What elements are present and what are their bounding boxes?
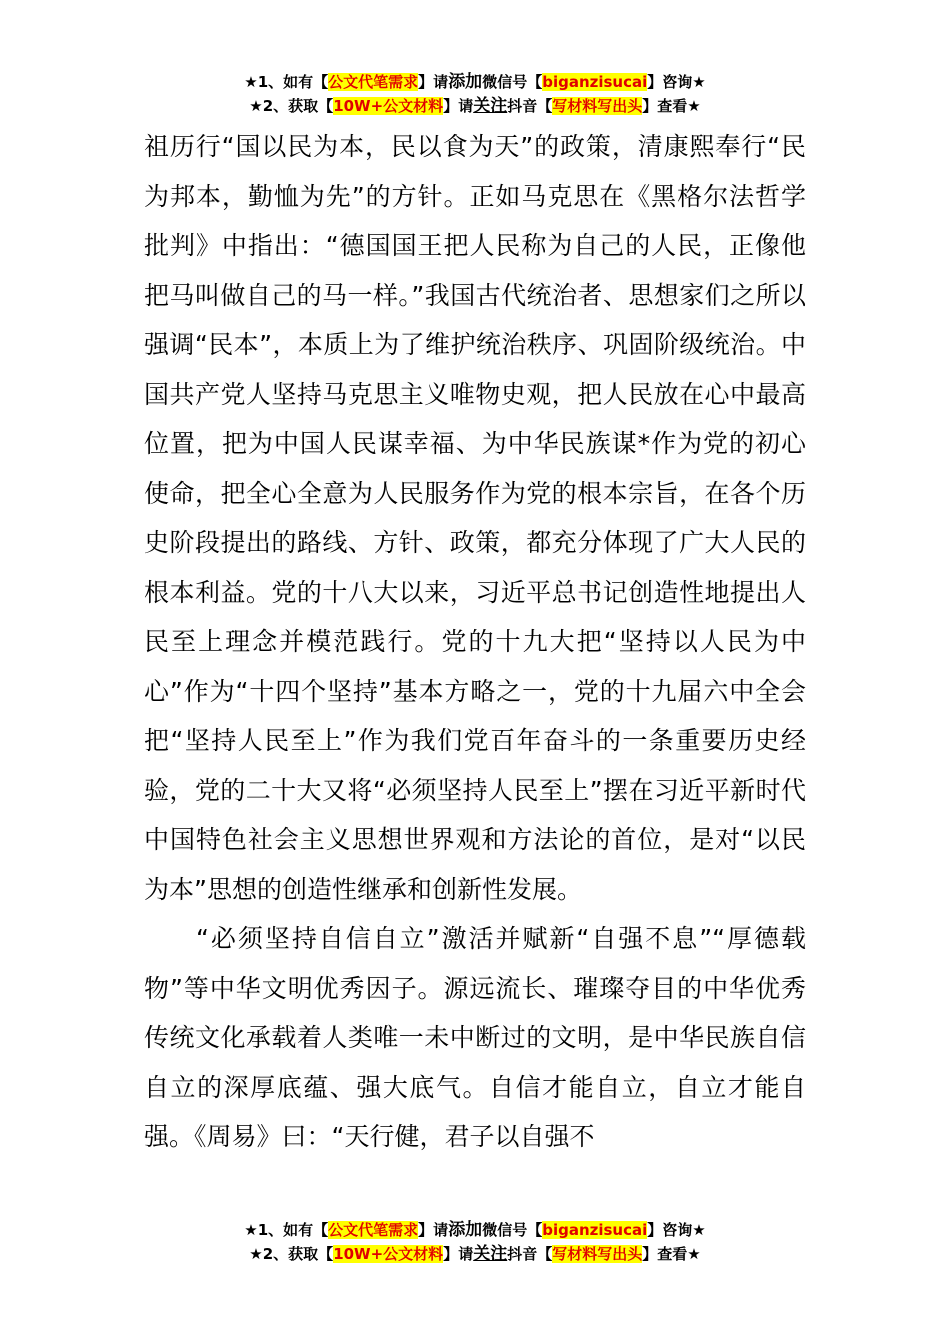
banner-text: 】咨询★ [647,1221,706,1239]
banner-text: 】请 [443,1245,474,1263]
highlight-tag: 公文代笔需求 [328,1221,419,1239]
banner-emphasis: 添加 [448,72,483,92]
highlight-tag: 10W+公文材料 [333,97,444,115]
document-body [144,122,806,1162]
banner-text: ★2、获取【 [249,97,334,115]
banner-text: ★1、如有【 [244,73,329,91]
banner-text: 】请 [418,73,449,91]
paragraph: 祖历行“国以民为本，民以食为天”的政策，清康熙奉行“民为邦本，勤恤为先”的方针。正如马克思在《黑格尔法哲学批判》中指出：“德国国王把人民称为自己的人民，正像他把马叫做自己的马一样。”我国古代统治者、思想家们之所以强调“民本”，本质上为了维护统治秩序、巩固阶级统治。中国共产党人坚持马克思主义唯物史观，把人民放在心中最高位置，把为中国人民谋幸福、为中华民族谋*作为党的初心使命，把全心全意为人民服务作为党的根本宗旨，在各个历史阶段提出的路线、方针、政策，都充分体现了广大人民的根本利益。党的十八大以来，习近平总书记创造性地提出人民至上理念并模范践行。党的十九大把“坚持以人民为中心”作为“十四个坚持”基本方略之一，党的十九届六中全会把“坚持人民至上”作为我们党百年奋斗的一条重要历史经验，党的二十大又将“必须坚持人民至上”摆在习近平新时代中国特色社会主义思想世界观和方法论的首位，是对“以民为本”思想的创造性继承和创新性发展。 [144,132,806,904]
banner-emphasis: 添加 [448,1220,483,1240]
banner-text: 微信号【 [482,1221,543,1239]
banner-text: 抖音【 [507,1245,553,1263]
wechat-id: biganzisucai [542,1221,648,1239]
wechat-id: biganzisucai [542,73,648,91]
banner-text: 】请 [443,97,474,115]
highlight-tag: 公文代笔需求 [328,73,419,91]
banner-text: 】查看★ [642,97,701,115]
banner-emphasis: 关注 [473,96,508,116]
douyin-account: 写材料写出头 [552,1245,643,1263]
douyin-account: 写材料写出头 [552,97,643,115]
paragraph: “必须坚持自信自立”激活并赋新“自强不息”“厚德载物”等中华文明优秀因子。源远流长、璀璨夺目的中华优秀传统文化承载着人类唯一未中断过的文明，是中华民族自信自立的深厚底蕴、强大底气。自信才能自立，自立才能自强。《周易》曰：“天行健，君子以自强不 [144,924,806,1151]
banner-text: ★1、如有【 [244,1221,329,1239]
banner-line-2 [0,1242,950,1266]
banner-text: 微信号【 [482,73,543,91]
footer-banner [0,1218,950,1266]
banner-text: 】咨询★ [647,73,706,91]
banner-text: 】请 [418,1221,449,1239]
banner-line-1 [0,1218,950,1242]
banner-text: ★2、获取【 [249,1245,334,1263]
highlight-tag: 10W+公文材料 [333,1245,444,1263]
banner-text: 抖音【 [507,97,553,115]
banner-emphasis: 关注 [473,1244,508,1264]
banner-text: 】查看★ [642,1245,701,1263]
banner-line-2 [0,94,950,118]
header-banner [0,70,950,118]
banner-line-1 [0,70,950,94]
